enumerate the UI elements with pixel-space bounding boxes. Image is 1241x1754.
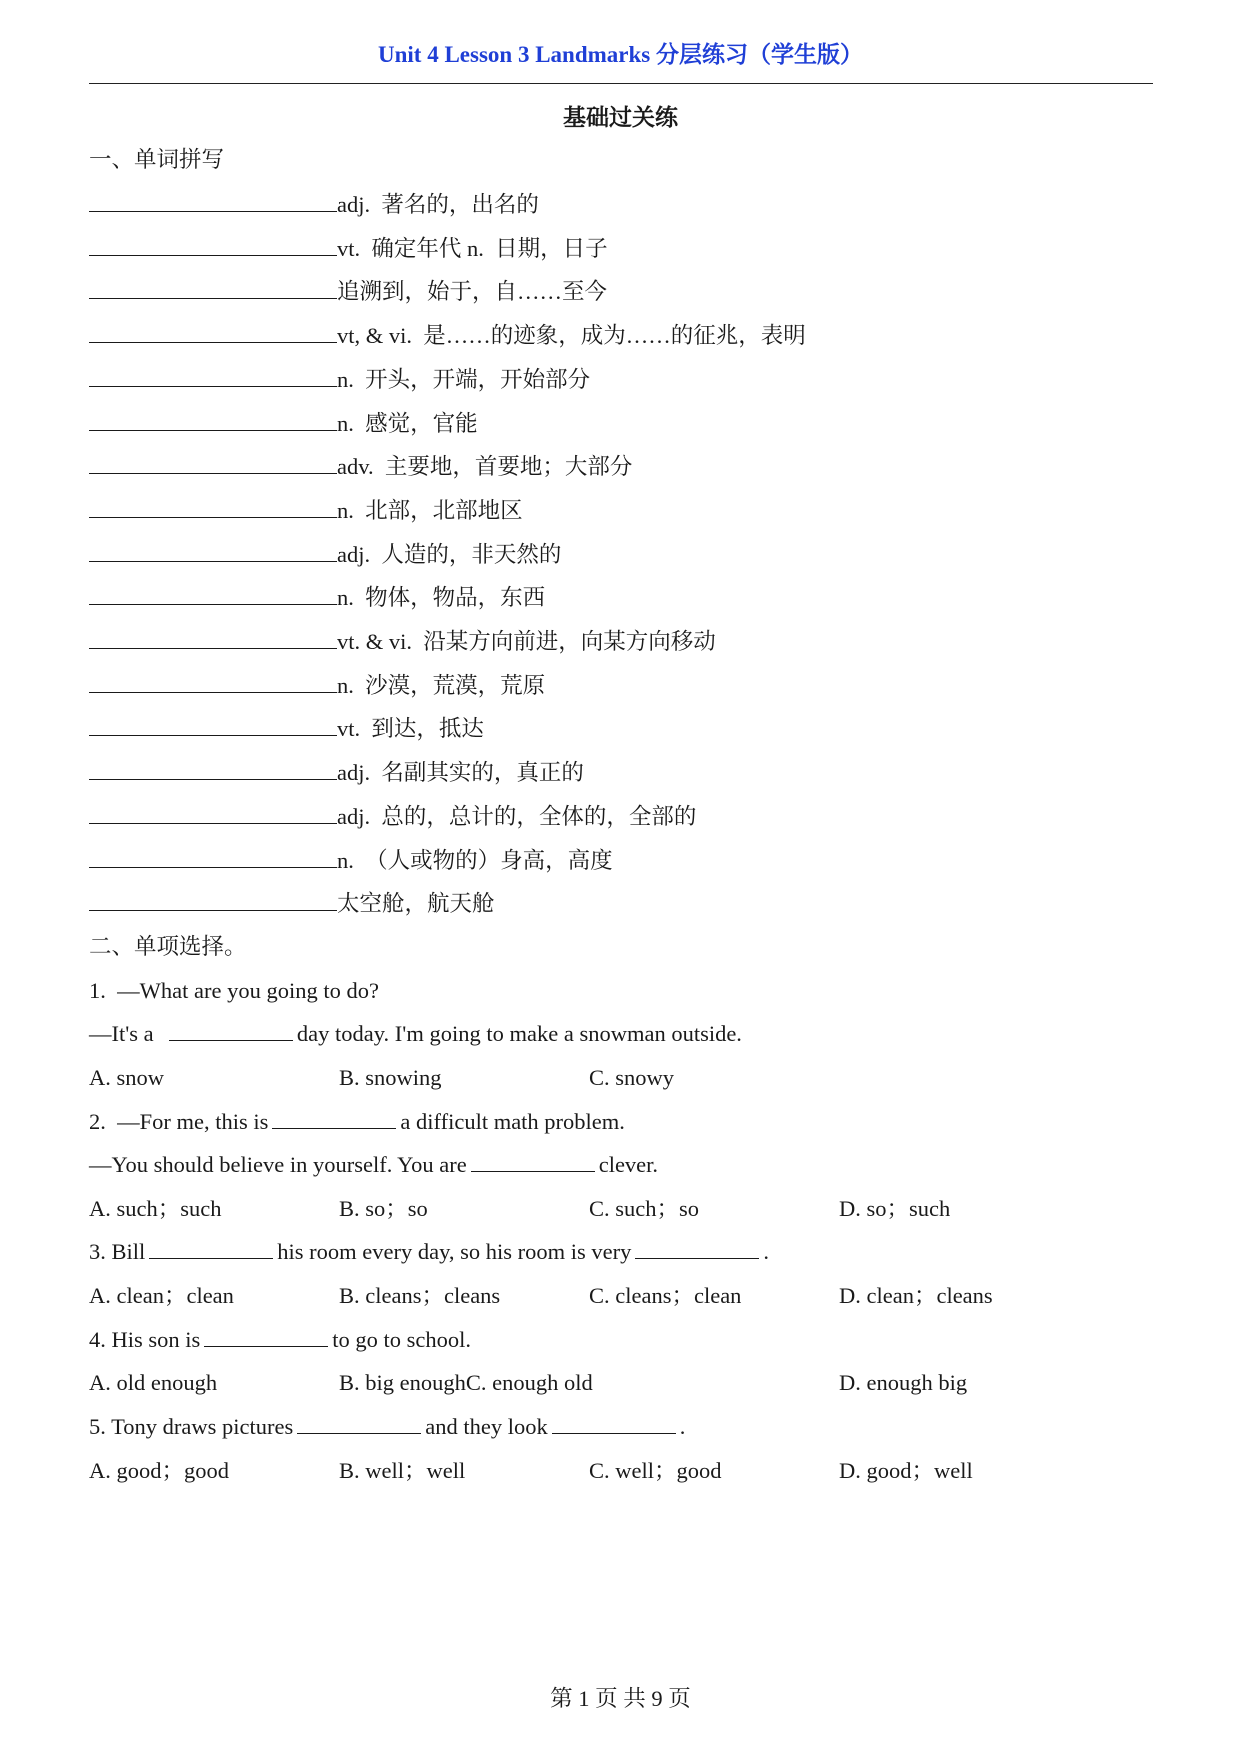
question-1-stem-b: —It's a day today. I'm going to make a snowman outside. (89, 1021, 742, 1046)
vocab-item: adv. 主要地，首要地；大部分 (89, 451, 632, 482)
option-a[interactable]: A. good；good (89, 1458, 229, 1483)
answer-blank[interactable] (89, 539, 337, 562)
answer-blank[interactable] (149, 1238, 273, 1259)
vocab-item: vt. 到达，抵达 (89, 713, 484, 744)
answer-blank[interactable] (297, 1413, 421, 1434)
answer-blank[interactable] (89, 845, 337, 868)
answer-blank[interactable] (89, 408, 337, 431)
answer-blank[interactable] (635, 1238, 759, 1259)
option-b-c[interactable]: B. big enoughC. enough old (339, 1370, 593, 1395)
option-a[interactable]: A. old enough (89, 1370, 218, 1395)
answer-blank[interactable] (89, 233, 337, 256)
option-c[interactable]: C. snowy (589, 1065, 675, 1090)
part2-heading: 二、单项选择。 (89, 934, 247, 959)
option-b[interactable]: B. snowing (339, 1065, 442, 1090)
answer-blank[interactable] (89, 451, 337, 474)
answer-blank[interactable] (89, 757, 337, 780)
answer-blank[interactable] (89, 189, 337, 212)
vocab-item: adj. 总的，总计的，全体的，全部的 (89, 801, 696, 832)
answer-blank[interactable] (89, 670, 337, 693)
answer-blank[interactable] (169, 1020, 293, 1041)
answer-blank[interactable] (89, 364, 337, 387)
vocab-item: adj. 人造的，非天然的 (89, 539, 561, 570)
vocab-item: 太空舱，航天舱 (89, 888, 495, 919)
vocab-item: n. 开头，开端，开始部分 (89, 364, 590, 395)
vocab-item: n. 北部，北部地区 (89, 495, 523, 526)
answer-blank[interactable] (89, 276, 337, 299)
vocab-item: n. 沙漠，荒漠，荒原 (89, 670, 545, 701)
question-1-stem-a: 1. —What are you going to do? (89, 978, 379, 1003)
option-d[interactable]: D. so；such (839, 1196, 951, 1221)
question-5-stem: 5. Tony draws pictures and they look . (89, 1414, 686, 1439)
answer-blank[interactable] (89, 320, 337, 343)
answer-blank[interactable] (471, 1151, 595, 1172)
option-d[interactable]: D. enough big (839, 1370, 968, 1395)
vocab-item: vt. 确定年代 n. 日期，日子 (89, 233, 608, 264)
answer-blank[interactable] (204, 1326, 328, 1347)
header-divider (89, 83, 1153, 84)
answer-blank[interactable] (89, 801, 337, 824)
question-5-options (89, 1456, 973, 1606)
answer-blank[interactable] (89, 626, 337, 649)
answer-blank[interactable] (89, 582, 337, 605)
vocab-item: vt. & vi. 沿某方向前进，向某方向移动 (89, 626, 716, 657)
option-b[interactable]: B. cleans；cleans (339, 1283, 501, 1308)
vocab-item: vt, & vi. 是……的迹象，成为……的征兆，表明 (89, 320, 806, 351)
vocab-item: adj. 著名的，出名的 (89, 189, 539, 220)
option-a[interactable]: A. clean；clean (89, 1283, 234, 1308)
vocab-item: n. 感觉，官能 (89, 408, 478, 439)
answer-blank[interactable] (89, 495, 337, 518)
option-b[interactable]: B. well；well (339, 1458, 466, 1483)
vocab-item: n. （人或物的）身高，高度 (89, 845, 613, 876)
section-title: 基础过关练 (563, 105, 678, 130)
option-c[interactable]: C. well；good (589, 1458, 722, 1483)
vocab-item: n. 物体，物品，东西 (89, 582, 545, 613)
option-a[interactable]: A. snow (89, 1065, 165, 1090)
answer-blank[interactable] (272, 1108, 396, 1129)
question-2-stem-b: —You should believe in yourself. You are clever. (89, 1152, 659, 1177)
answer-blank[interactable] (552, 1413, 676, 1434)
vocab-item: adj. 名副其实的，真正的 (89, 757, 584, 788)
option-c[interactable]: C. such；so (589, 1196, 700, 1221)
question-4-stem: 4. His son is to go to school. (89, 1327, 472, 1352)
option-c[interactable]: C. cleans；clean (589, 1283, 742, 1308)
option-a[interactable]: A. such；such (89, 1196, 222, 1221)
answer-blank[interactable] (89, 713, 337, 736)
option-d[interactable]: D. good；well (839, 1458, 973, 1483)
question-3-stem: 3. Bill his room every day, so his room is very . (89, 1239, 770, 1264)
option-b[interactable]: B. so；so (339, 1196, 428, 1221)
part1-heading: 一、单词拼写 (89, 147, 225, 172)
question-2-stem-a: 2. —For me, this is a difficult math problem. (89, 1109, 625, 1134)
vocab-item: 追溯到，始于，自……至今 (89, 276, 607, 307)
answer-blank[interactable] (89, 888, 337, 911)
document-header-title: Unit 4 Lesson 3 Landmarks 分层练习（学生版） (378, 42, 863, 67)
option-d[interactable]: D. clean；cleans (839, 1283, 993, 1308)
page-number-footer: 第 1 页 共 9 页 (550, 1686, 691, 1711)
